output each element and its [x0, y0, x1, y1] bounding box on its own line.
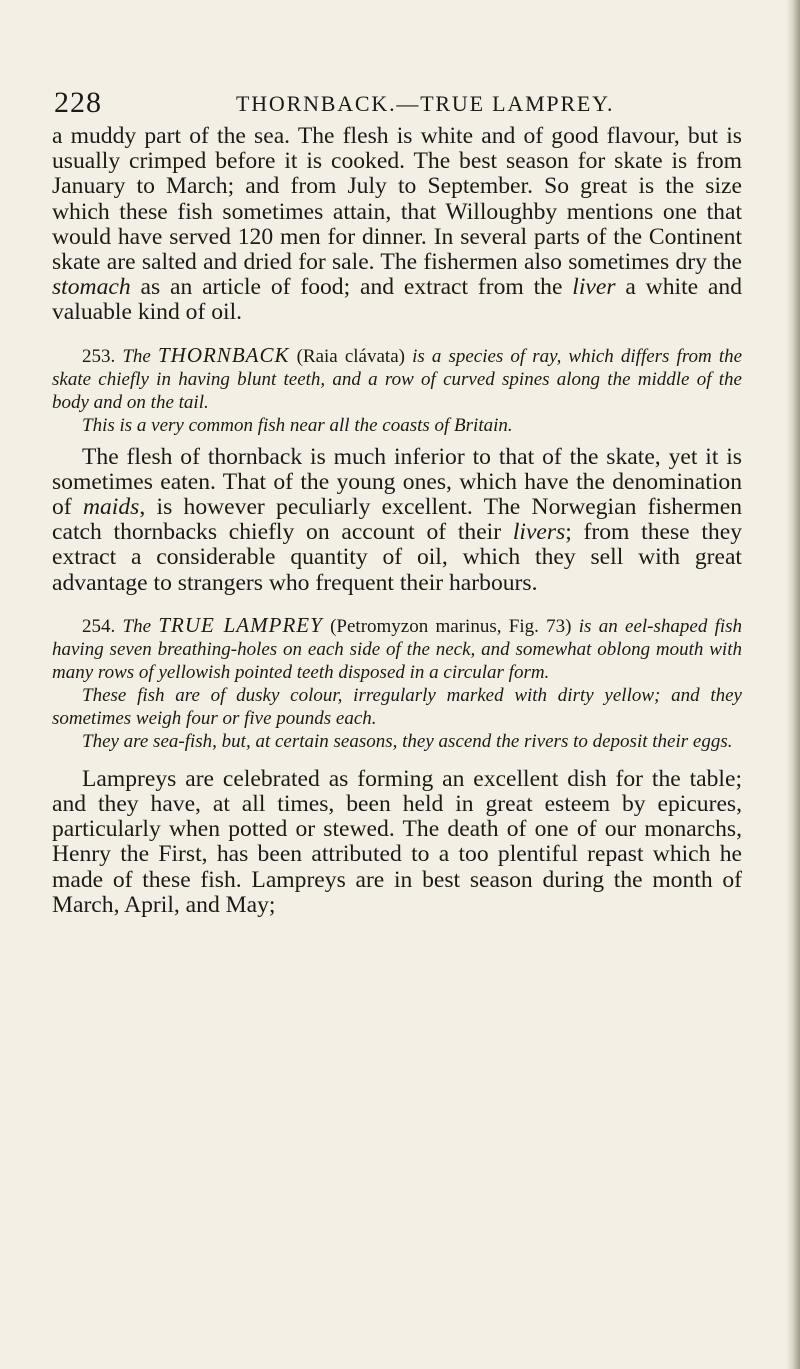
lamprey-entry-heading — [52, 614, 742, 684]
lamprey-note-1: These fish are of dusky colour, irregularly marked with dirty yellow; and they sometimes weigh four or five pounds each. — [52, 684, 742, 729]
lamprey-description: is an eel-shaped fish having seven breathing-holes on each side of the neck, and somewhat oblong mouth with many rows of yellowish pointed teeth disposed in a circular form. — [52, 615, 743, 683]
thornback-body — [52, 445, 742, 596]
thornback-text-3: ; from these they extract a considerable quantity of oil, which they sell with great advantage to strangers who frequent their harbours. — [52, 519, 742, 596]
intro-text-2: as an article of food; and extract from the — [130, 274, 573, 301]
thornback-description: is a species of ray, which differs from the skate chiefly in having blunt teeth, and a row of curved spines along the middle of the body and on the tail. — [52, 345, 743, 413]
page-header — [48, 86, 738, 120]
intro-liver-word: liver — [572, 274, 616, 301]
page-content — [52, 124, 742, 918]
thornback-text-2: , is however peculiarly excellent. The Norwegian fishermen catch thornbacks chiefly on account of their — [52, 494, 742, 546]
thornback-note: This is a very common fish near all the coasts of Britain. — [82, 414, 513, 436]
lamprey-body: Lampreys are celebrated as forming an excellent dish for the table; and they have, at all times, been held in great esteem by epicures, particularly when potted or stewed. The death of one of our monarchs, Henry the First, has been attributed to a too plentiful repast which he made of these fish. Lampreys are in best season during the month of March, April, and May; — [52, 765, 742, 918]
lamprey-scientific-name: (Petromyzon marinus, Fig. 73) — [330, 615, 572, 637]
running-head: THORNBACK.—TRUE LAMPREY. — [236, 91, 615, 116]
thornback-term: THORNBACK — [157, 342, 290, 367]
entry-article: The — [122, 615, 152, 637]
entry-article: The — [122, 345, 151, 367]
intro-text-1: a muddy part of the sea. The flesh is white and of good flavour, but is usually crimped before it is cooked. The best season for skate is from January to March; and from July to September. So great is the size which these fish sometimes attain, that Willoughby mentions one that would have served 120 men for dinner. In several parts of the Continent skate are salted and dried for sale. The fishermen also sometimes dry the — [52, 123, 742, 276]
entry-number-253: 253. — [82, 345, 116, 367]
thornback-scientific-name: (Raia clávata) — [296, 345, 405, 367]
intro-text-3: a white and valuable kind of oil. — [52, 274, 743, 326]
entry-number-254: 254. — [82, 615, 116, 637]
intro-paragraph — [52, 124, 742, 326]
lamprey-term: TRUE LAMPREY — [158, 612, 323, 637]
intro-stomach-word: stomach — [52, 274, 131, 301]
lamprey-note-2: They are sea-fish, but, at certain seasons, they ascend the rivers to deposit their eggs. — [82, 730, 733, 752]
maids-word: maids — [82, 494, 140, 521]
thornback-text-1: The flesh of thornback is much inferior to that of the skate, yet it is sometimes eaten. That of the young ones, which have the denomination of — [52, 443, 742, 521]
page-number: 228 — [54, 86, 102, 119]
thornback-entry-heading — [52, 344, 742, 414]
page-edge-shadow — [786, 0, 800, 1369]
livers-word: livers — [512, 519, 566, 546]
